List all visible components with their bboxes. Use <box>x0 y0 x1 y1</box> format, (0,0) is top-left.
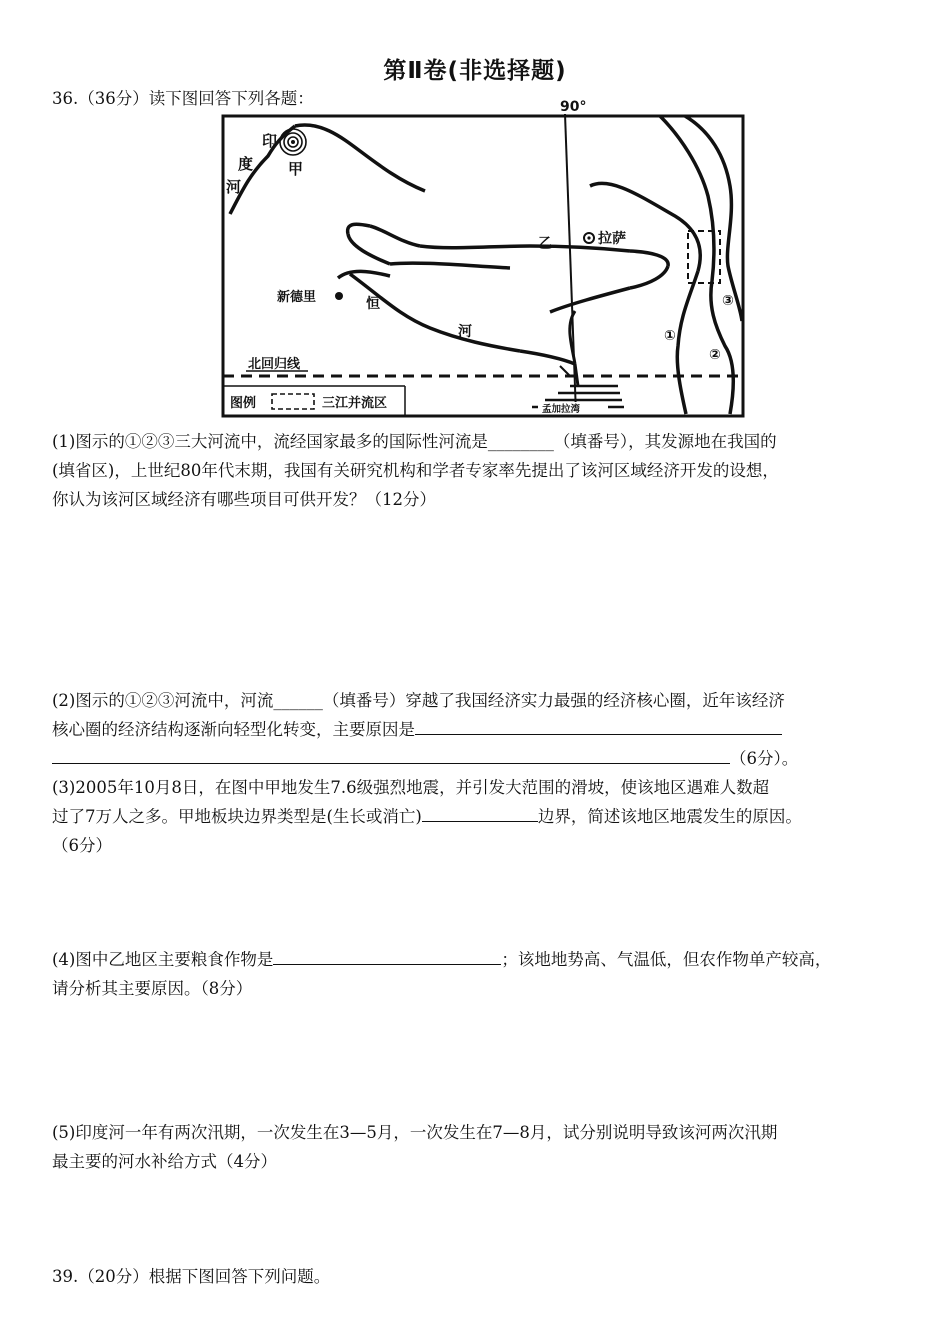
q36-p1-line1: (1)图示的①②③三大河流中，流经国家最多的国际性河流是________（填番号），其发源地在我国的 <box>52 432 777 451</box>
q36-p3-line2-wrap <box>52 802 802 831</box>
q36-p4-line1a: (4)图中乙地区主要粮食作物是 <box>52 950 274 969</box>
answer-blank[interactable] <box>52 745 730 764</box>
q36-p2-line2-wrap <box>52 715 782 744</box>
label-bay: 孟加拉湾 <box>542 404 581 415</box>
q36-p3-line2a: 过了7万人之多。甲地板块边界类型是(生长或消亡) <box>52 807 422 826</box>
river-1-line <box>677 271 698 414</box>
label-newdelhi: 新德里 <box>277 290 317 305</box>
legend-item: 三江并流区 <box>322 396 388 411</box>
q36-p2-line1: (2)图示的①②③河流中，河流______（填番号）穿越了我国经济实力最强的经济核心圈，近年该经济 <box>52 691 785 710</box>
newdelhi-symbol <box>335 292 343 300</box>
label-he-ganges: 河 <box>458 324 472 340</box>
q36-p3-line3: （6分） <box>52 836 112 855</box>
ganges-river <box>350 274 520 351</box>
meridian-label: 90° <box>560 99 587 115</box>
q36-p5-line2: 最主要的河水补给方式（4分） <box>52 1152 277 1171</box>
q36-p4-line2: 请分析其主要原因。（8分） <box>52 979 253 998</box>
q36-p4-line1b: ；该地地势高、气温低，但农作物单产较高， <box>501 950 832 969</box>
q36-p5-line1: (5)印度河一年有两次汛期，一次发生在3—5月，一次发生在7—8月，试分别说明导致该河两次汛期 <box>52 1123 778 1142</box>
upper-river <box>295 125 425 191</box>
epicenter-symbol <box>280 129 306 155</box>
q36-p3-line1: (3)2005年10月8日，在图中甲地发生7.6级强烈地震，并引发大范围的滑坡，使该地区遇难人数超 <box>52 778 770 797</box>
section-title: 第Ⅱ卷(非选择题) <box>383 58 567 84</box>
question-36-intro: 36.（36分）读下图回答下列各题： <box>52 89 314 108</box>
q36-p4-line1-wrap <box>52 945 831 974</box>
label-river-3: ③ <box>722 293 734 309</box>
q36-p2-line3-wrap <box>52 744 798 773</box>
label-du: 度 <box>238 155 254 173</box>
q36-p1-line2: (填省区)，上世纪80年代末期，我国有关研究机构和学者专家率先提出了该河区域经济开发的设想， <box>52 461 779 480</box>
label-he-indus: 河 <box>226 178 242 196</box>
label-yin: 印 <box>262 132 278 150</box>
question-39-intro: 39.（20分）根据下图回答下列问题。 <box>52 1267 331 1286</box>
answer-blank[interactable] <box>422 803 538 822</box>
answer-blank[interactable] <box>415 716 782 735</box>
label-tropic: 北回归线 <box>248 357 301 372</box>
q36-p1-line3: 你认为该河区域经济有哪些项目可供开发？（12分） <box>52 490 436 509</box>
label-jia: 甲 <box>288 160 304 178</box>
map-figure <box>220 96 750 426</box>
label-river-1: ① <box>664 328 676 344</box>
label-lasa: 拉萨 <box>598 231 626 247</box>
q36-p2-line3-end: （6分）。 <box>730 749 799 768</box>
q36-p2-line2: 核心圈的经济结构逐渐向轻型化转变，主要原因是 <box>52 720 415 739</box>
label-heng: 恒 <box>366 296 380 312</box>
legend-title: 图例 <box>230 396 257 411</box>
label-yi: 乙 <box>538 236 552 252</box>
q36-p3-line2b: 边界，简述该地区地震发生的原因。 <box>537 807 802 826</box>
answer-blank[interactable] <box>273 946 501 965</box>
label-river-2: ② <box>709 347 721 363</box>
legend-symbol <box>272 394 314 409</box>
